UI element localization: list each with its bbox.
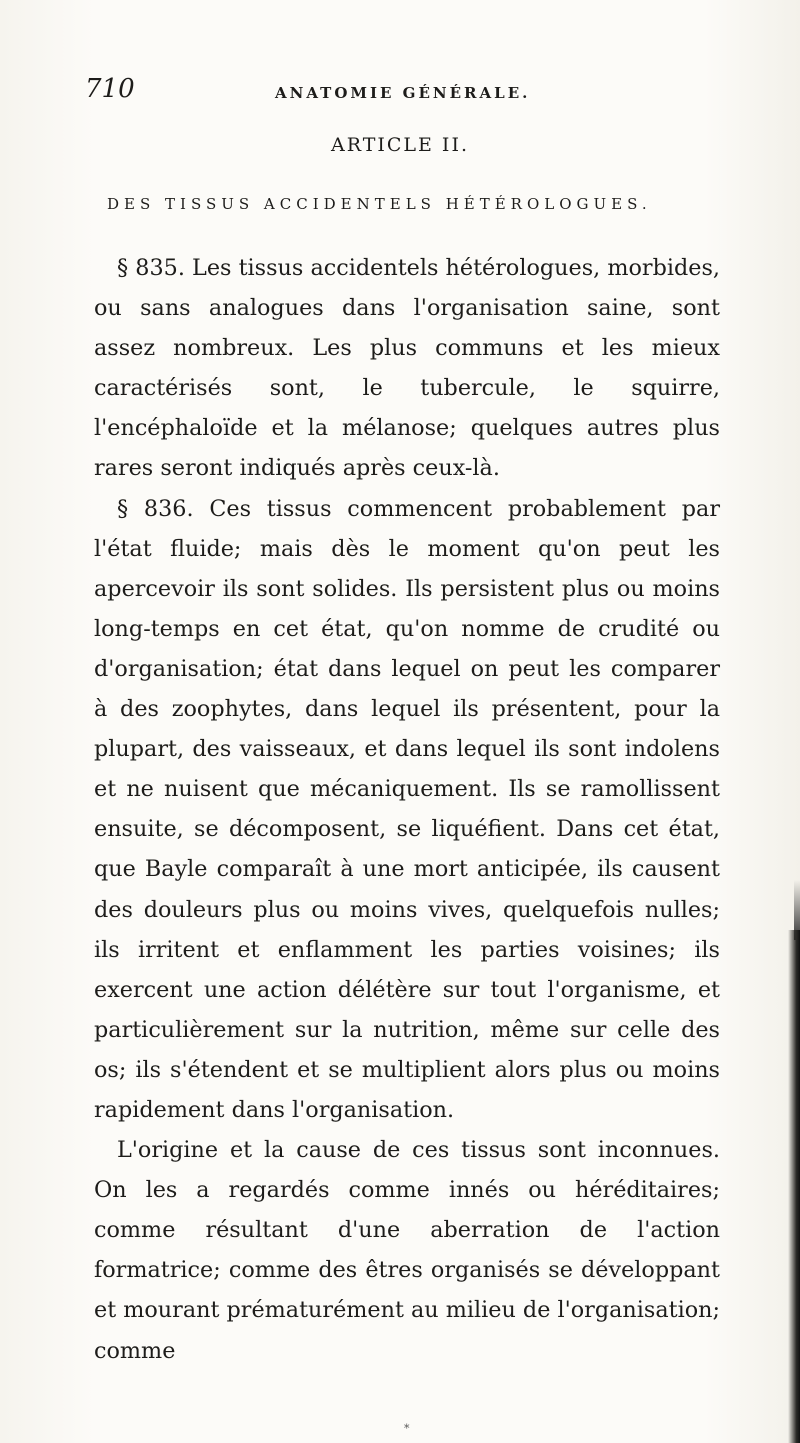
article-title: ARTICLE II.: [331, 134, 469, 156]
body-text: [94, 248, 720, 1371]
section-title: DES TISSUS ACCIDENTELS HÉTÉROLOGUES.: [107, 195, 652, 213]
running-title: ANATOMIE GÉNÉRALE.: [275, 84, 531, 102]
footer-mark: *: [404, 1422, 410, 1435]
paragraph-835: § 835. Les tissus accidentels hétérologues, morbides, ou sans analogues dans l'organisation saine, sont assez nombreux. Les plus communs et les mieux caractérisés sont, le tubercule, le squirre, l'encéphaloïde et la mélanose; quelques autres plus rares seront indiqués après ceux-là.: [94, 255, 720, 482]
page-number: 710: [85, 74, 135, 104]
paragraph-836: § 836. Ces tissus commencent probablement par l'état fluide; mais dès le moment qu'on peut les apercevoir ils sont solides. Ils persistent plus ou moins long-temps en cet état, qu'on nomme de crudité ou d'organisation; état dans lequel on peut les comparer à des zoophytes, dans lequel ils présentent, pour la plupart, des vaisseaux, et dans lequel ils sont indolens et ne nuisent que mécaniquement. Ils se ramollissent ensuite, se décomposent, se liquéfient. Dans cet état, que Bayle comparaît à une mort anticipée, ils causent des douleurs plus ou moins vives, quelquefois nulles; ils irritent et enflamment les parties voisines; ils exercent une action délétère sur tout l'organisme, et particulièrement sur la nutrition, même sur celle des os; ils s'étendent et se multiplient alors plus ou moins rapidement dans l'organisation.: [94, 495, 720, 1123]
paragraph-origin: L'origine et la cause de ces tissus sont inconnues. On les a regardés comme innés ou héréditaires; comme résultant d'une aberration de l'action formatrice; comme des êtres organisés se développant et mourant prématurément au milieu de l'organisation; comme: [94, 1137, 721, 1364]
running-head: [85, 74, 645, 114]
page-edge-shadow: [788, 930, 800, 1443]
